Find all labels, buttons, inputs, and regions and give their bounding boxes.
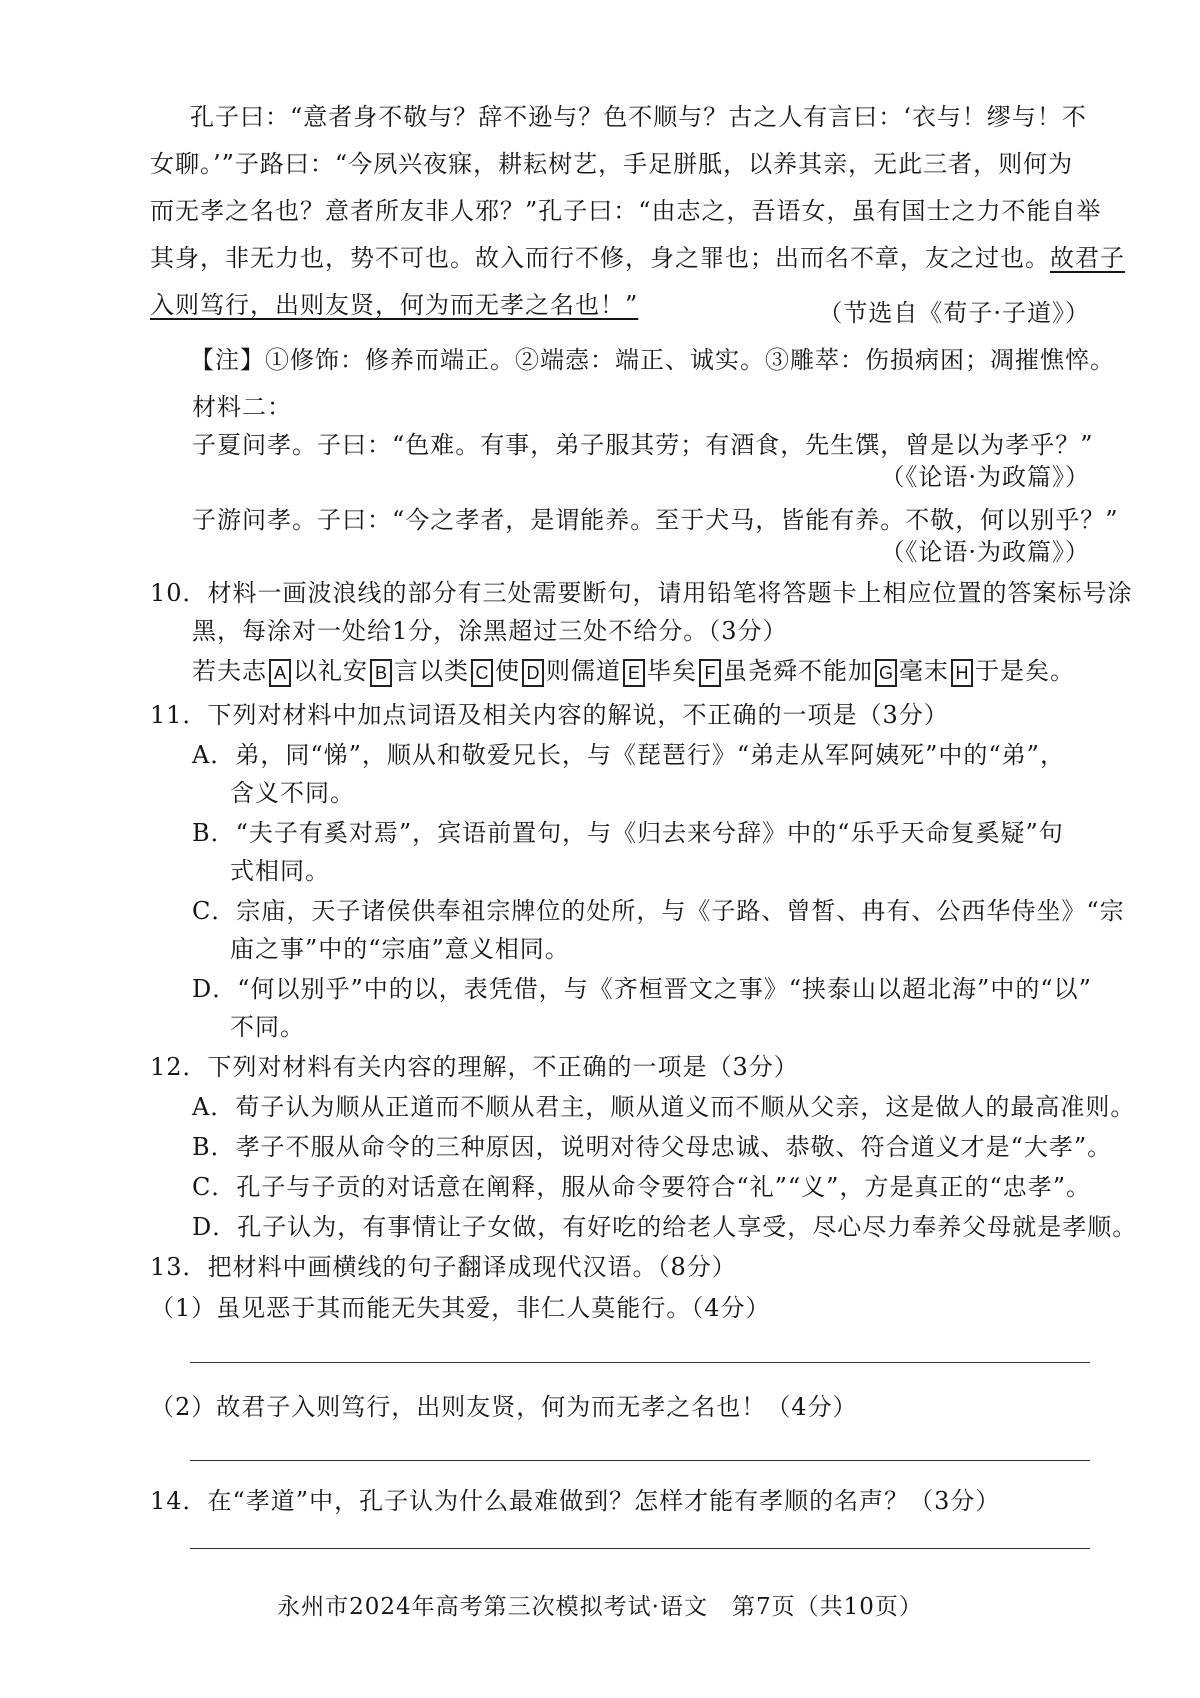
q10-segment: 毕矣 [647, 657, 697, 685]
material2-source-2: （《论语·为政篇》） [880, 538, 1090, 566]
q12-option-b: B．孝子不服从命令的三种原因，说明对待父母忠诚、恭敬、符合道义才是“大孝”。 [192, 1133, 1113, 1161]
material2-quote-1: 子夏问孝。子曰：“色难。有事，弟子服其劳；有酒食，先生馔，曾是以为孝乎？” [192, 431, 1094, 459]
break-marker-G[interactable]: G [875, 659, 897, 687]
underlined-sentence-part-2-line [150, 290, 710, 320]
q10-segment: 则儒道 [546, 657, 621, 685]
q11-option-d-line-2: 不同。 [230, 1013, 305, 1041]
q11-option-c-line-2: 庙之事”中的“宗庙”意义相同。 [230, 935, 570, 963]
q12-option-d: D．孔子认为，有事情让子女做，有好吃的给老人享受，尽心尽力奉养父母就是孝顺。 [192, 1213, 1138, 1241]
break-marker-B[interactable]: B [370, 659, 392, 687]
break-marker-F[interactable]: F [699, 659, 721, 687]
underlined-sentence-part-1: 故君子 [1050, 244, 1125, 272]
q10-segment: 毫末 [899, 657, 949, 685]
answer-line-1[interactable] [190, 1362, 1090, 1363]
q12-stem: 12．下列对材料有关内容的理解，不正确的一项是（3分） [150, 1053, 799, 1081]
material1-line-3: 而无孝之名也？意者所友非人邪？”孔子曰：“由志之，吾语女，虽有国士之力不能自举 [150, 197, 1102, 225]
q10-stem-line-1: 10．材料一画波浪线的部分有三处需要断句，请用铅笔将答题卡上相应位置的答案标号涂 [150, 579, 1133, 607]
q10-segment: 以礼安 [293, 657, 368, 685]
material2-quote-2: 子游问孝。子曰：“今之孝者，是谓能养。至于犬马，皆能有养。不敬，何以别乎？” [192, 506, 1119, 534]
q10-segment: 虽尧舜不能加 [723, 657, 873, 685]
answer-line-3[interactable] [190, 1548, 1090, 1549]
material1-line-4 [150, 243, 1125, 273]
material1-line-1: 孔子曰：“意者身不敬与？辞不逊与？色不顺与？古之人有言曰：‘衣与！缪与！不 [190, 103, 1087, 131]
q13-stem: 13．把材料中画横线的句子翻译成现代汉语。（8分） [150, 1253, 737, 1281]
q14-stem: 14．在“孝道”中，孔子认为什么最难做到？怎样才能有孝顺的名声？（3分） [150, 1487, 1001, 1515]
q13-sentence-2: （2）故君子入则笃行，出则友贤，何为而无孝之名也！（4分） [150, 1393, 858, 1421]
break-marker-D[interactable]: D [522, 659, 544, 687]
q12-option-a: A．荀子认为顺从正道而不顺从君主，顺从道义而不顺从父亲，这是做人的最高准则。 [192, 1093, 1136, 1121]
q11-option-b-line-1: B．“夫子有奚对焉”，宾语前置句，与《归去来兮辞》中的“乐乎天命复奚疑”句 [192, 819, 1064, 847]
underlined-sentence-part-2: 入则笃行，出则友贤，何为而无孝之名也！” [150, 291, 639, 319]
break-marker-A[interactable]: A [269, 659, 291, 687]
q10-sentence-with-markers [192, 656, 1092, 687]
q13-sentence-1: （1）虽见恶于其而能无失其爱，非仁人莫能行。（4分） [150, 1294, 771, 1322]
material1-line-2: 女聊。’”子路曰：“今夙兴夜寐，耕耘树艺，手足胼胝，以养其亲，无此三者，则何为 [150, 150, 1074, 178]
break-marker-E[interactable]: E [623, 659, 645, 687]
material1-line-4-text: 其身，非无力也，势不可也。故入而行不修，身之罪也；出而名不章，友之过也。 [150, 244, 1050, 272]
q11-stem: 11．下列对材料中加点词语及相关内容的解说，不正确的一项是（3分） [150, 701, 949, 729]
material2-source-1: （《论语·为政篇》） [880, 463, 1090, 491]
q10-segment: 使 [495, 657, 520, 685]
q10-segment: 若夫志 [192, 657, 267, 685]
break-marker-H[interactable]: H [951, 659, 973, 687]
q12-option-c: C．孔子与子贡的对话意在阐释，服从命令要符合“礼”“义”，方是真正的“忠孝”。 [192, 1173, 1091, 1201]
q10-segment: 于是矣。 [975, 657, 1075, 685]
q10-stem-line-2: 黑，每涂对一处给1分，涂黑超过三处不给分。（3分） [192, 617, 788, 645]
material1-source: （节选自《荀子·子道》） [818, 299, 1090, 327]
q11-option-a-line-2: 含义不同。 [230, 779, 355, 807]
material1-note: 【注】①修饰：修养而端正。②端悫：端正、诚实。③雕萃：伤损病困；凋摧憔悴。 [190, 346, 1115, 374]
q11-option-d-line-1: D．“何以别乎”中的以，表凭借，与《齐桓晋文之事》“挟泰山以超北海”中的“以” [192, 975, 1092, 1003]
break-marker-C[interactable]: C [471, 659, 493, 687]
q10-segment: 言以类 [394, 657, 469, 685]
answer-line-2[interactable] [190, 1460, 1090, 1461]
q11-option-b-line-2: 式相同。 [230, 857, 330, 885]
q11-option-a-line-1: A．弟，同“悌”，顺从和敬爱兄长，与《琵琶行》“弟走从军阿姨死”中的“弟”， [192, 741, 1065, 769]
material2-label: 材料二： [192, 393, 292, 421]
q11-option-c-line-1: C．宗庙，天子诸侯供奉祖宗牌位的处所，与《子路、曾皙、冉有、公西华侍坐》“宗 [192, 897, 1125, 925]
page-footer: 永州市2024年高考第三次模拟考试·语文 第7页（共10页） [277, 1594, 923, 1620]
